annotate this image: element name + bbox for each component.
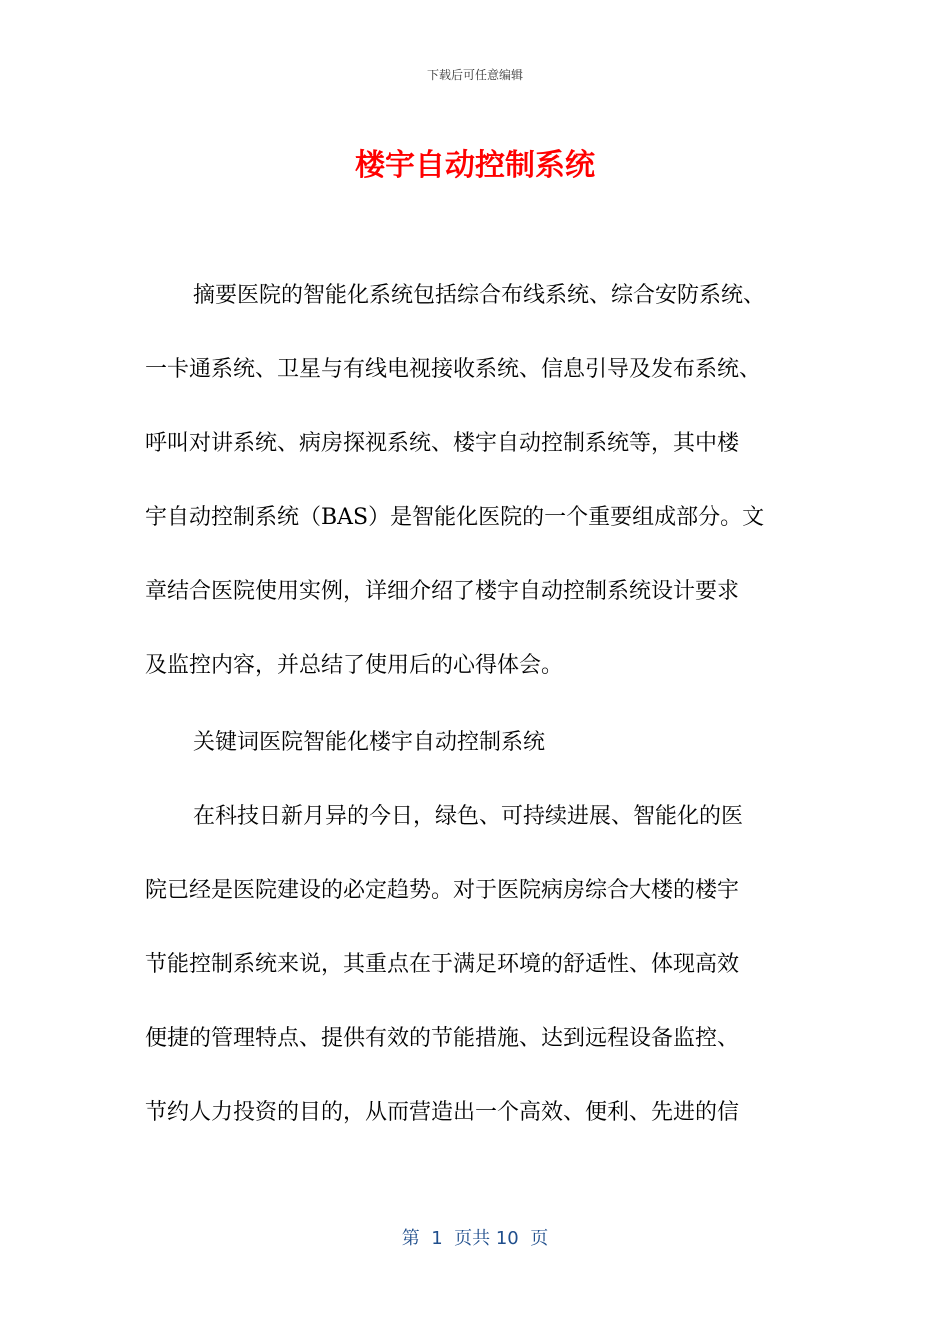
intro-line: 在科技日新月异的今日，绿色、可持续进展、智能化的医 <box>193 804 744 829</box>
header-note: 下载后可任意编辑 <box>426 68 523 82</box>
abstract-line: 摘要医院的智能化系统包括综合布线系统、综合安防系统、 <box>193 283 766 308</box>
page-footer: 第 1 页共 10 页 <box>401 1228 549 1249</box>
keywords-paragraph <box>145 706 815 780</box>
intro-paragraph <box>145 780 815 1150</box>
abstract-line: 章结合医院使用实例，详细介绍了楼宇自动控制系统设计要求 <box>145 579 740 604</box>
keywords-line: 关键词医院智能化楼宇自动控制系统 <box>193 730 546 755</box>
intro-line: 节约人力投资的目的，从而营造出一个高效、便利、先进的信 <box>145 1100 740 1125</box>
intro-line: 院已经是医院建设的必定趋势。对于医院病房综合大楼的楼宇 <box>145 878 740 903</box>
intro-line: 节能控制系统来说，其重点在于满足环境的舒适性、体现高效 <box>145 952 740 977</box>
abstract-line: 呼叫对讲系统、病房探视系统、楼宇自动控制系统等，其中楼 <box>145 431 740 456</box>
abstract-line: 宇自动控制系统（BAS）是智能化医院的一个重要组成部分。文 <box>145 505 765 530</box>
abstract-line: 一卡通系统、卫星与有线电视接收系统、信息引导及发布系统、 <box>145 357 762 382</box>
document-title: 楼宇自动控制系统 <box>355 148 595 183</box>
abstract-paragraph <box>145 259 815 703</box>
abstract-line: 及监控内容，并总结了使用后的心得体会。 <box>145 653 564 678</box>
intro-line: 便捷的管理特点、提供有效的节能措施、达到远程设备监控、 <box>145 1026 740 1051</box>
